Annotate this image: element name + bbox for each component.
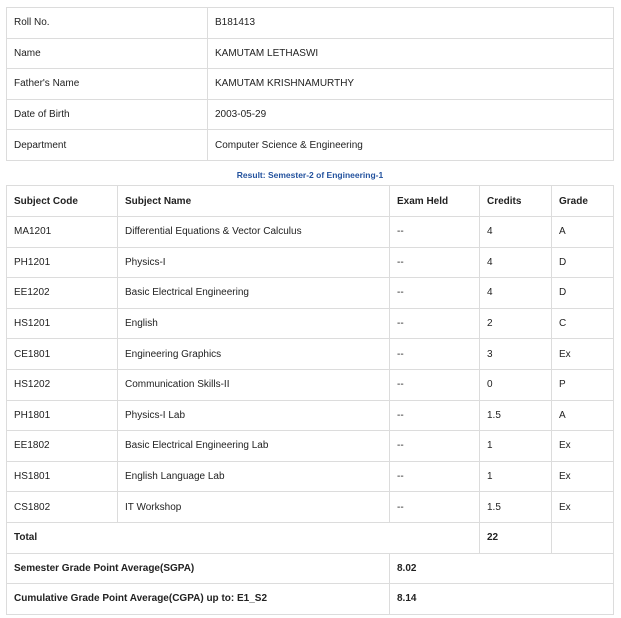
name-label: Name: [7, 38, 208, 69]
dob-value: 2003-05-29: [208, 99, 614, 130]
subject-name: Basic Electrical Engineering: [118, 278, 390, 309]
grade: Ex: [552, 461, 614, 492]
subject-name: Physics-I: [118, 247, 390, 278]
exam-held: --: [390, 308, 480, 339]
cgpa-row: [7, 584, 614, 615]
table-row: [7, 278, 614, 309]
sgpa-value: 8.02: [390, 553, 614, 584]
table-row: [7, 369, 614, 400]
grade: D: [552, 278, 614, 309]
header-credits: Credits: [480, 186, 552, 217]
dept-label: Department: [7, 130, 208, 161]
exam-held: --: [390, 400, 480, 431]
subject-name: English: [118, 308, 390, 339]
dob-label: Date of Birth: [7, 99, 208, 130]
header-grade: Grade: [552, 186, 614, 217]
grade: Ex: [552, 339, 614, 370]
grade: Ex: [552, 492, 614, 523]
subject-code: HS1202: [7, 369, 118, 400]
info-row-dept: [7, 130, 614, 161]
result-header-row: [7, 186, 614, 217]
table-row: [7, 308, 614, 339]
sgpa-row: [7, 553, 614, 584]
subject-code: CS1802: [7, 492, 118, 523]
header-subject-name: Subject Name: [118, 186, 390, 217]
subject-code: HS1201: [7, 308, 118, 339]
cgpa-label: Cumulative Grade Point Average(CGPA) up to: E1_S2: [7, 584, 390, 615]
table-row: [7, 217, 614, 248]
grade: A: [552, 217, 614, 248]
credits: 1: [480, 461, 552, 492]
dept-value: Computer Science & Engineering: [208, 130, 614, 161]
table-row: [7, 461, 614, 492]
info-row-dob: [7, 99, 614, 130]
subject-name: Communication Skills-II: [118, 369, 390, 400]
credits: 2: [480, 308, 552, 339]
result-table: [6, 185, 614, 615]
credits: 3: [480, 339, 552, 370]
info-row-roll: [7, 8, 614, 39]
exam-held: --: [390, 217, 480, 248]
roll-value: B181413: [208, 8, 614, 39]
subject-code: EE1802: [7, 431, 118, 462]
subject-name: IT Workshop: [118, 492, 390, 523]
credits: 1: [480, 431, 552, 462]
header-exam-held: Exam Held: [390, 186, 480, 217]
subject-name: Differential Equations & Vector Calculus: [118, 217, 390, 248]
grade: P: [552, 369, 614, 400]
subject-name: Physics-I Lab: [118, 400, 390, 431]
credits: 4: [480, 278, 552, 309]
subject-code: MA1201: [7, 217, 118, 248]
subject-code: EE1202: [7, 278, 118, 309]
father-value: KAMUTAM KRISHNAMURTHY: [208, 69, 614, 100]
father-label: Father's Name: [7, 69, 208, 100]
table-row: [7, 400, 614, 431]
exam-held: --: [390, 492, 480, 523]
credits: 1.5: [480, 400, 552, 431]
roll-label: Roll No.: [7, 8, 208, 39]
subject-code: HS1801: [7, 461, 118, 492]
total-label: Total: [7, 522, 480, 553]
cgpa-value: 8.14: [390, 584, 614, 615]
table-row: [7, 492, 614, 523]
grade: Ex: [552, 431, 614, 462]
grade: A: [552, 400, 614, 431]
student-info-table: [6, 7, 614, 161]
credits: 1.5: [480, 492, 552, 523]
subject-code: PH1801: [7, 400, 118, 431]
subject-name: Basic Electrical Engineering Lab: [118, 431, 390, 462]
total-credits: 22: [480, 522, 552, 553]
header-subject-code: Subject Code: [7, 186, 118, 217]
exam-held: --: [390, 247, 480, 278]
name-value: KAMUTAM LETHASWI: [208, 38, 614, 69]
subject-code: CE1801: [7, 339, 118, 370]
exam-held: --: [390, 339, 480, 370]
sgpa-label: Semester Grade Point Average(SGPA): [7, 553, 390, 584]
grade: C: [552, 308, 614, 339]
result-title: Result: Semester-2 of Engineering-1: [236, 170, 384, 180]
table-row: [7, 431, 614, 462]
exam-held: --: [390, 461, 480, 492]
exam-held: --: [390, 369, 480, 400]
subject-rows: [7, 217, 614, 523]
credits: 4: [480, 247, 552, 278]
info-row-name: [7, 38, 614, 69]
total-row: [7, 522, 614, 553]
subject-name: English Language Lab: [118, 461, 390, 492]
exam-held: --: [390, 431, 480, 462]
subject-name: Engineering Graphics: [118, 339, 390, 370]
info-row-father: [7, 69, 614, 100]
table-row: [7, 247, 614, 278]
credits: 0: [480, 369, 552, 400]
exam-held: --: [390, 278, 480, 309]
table-row: [7, 339, 614, 370]
subject-code: PH1201: [7, 247, 118, 278]
total-grade-empty: [552, 522, 614, 553]
credits: 4: [480, 217, 552, 248]
grade: D: [552, 247, 614, 278]
